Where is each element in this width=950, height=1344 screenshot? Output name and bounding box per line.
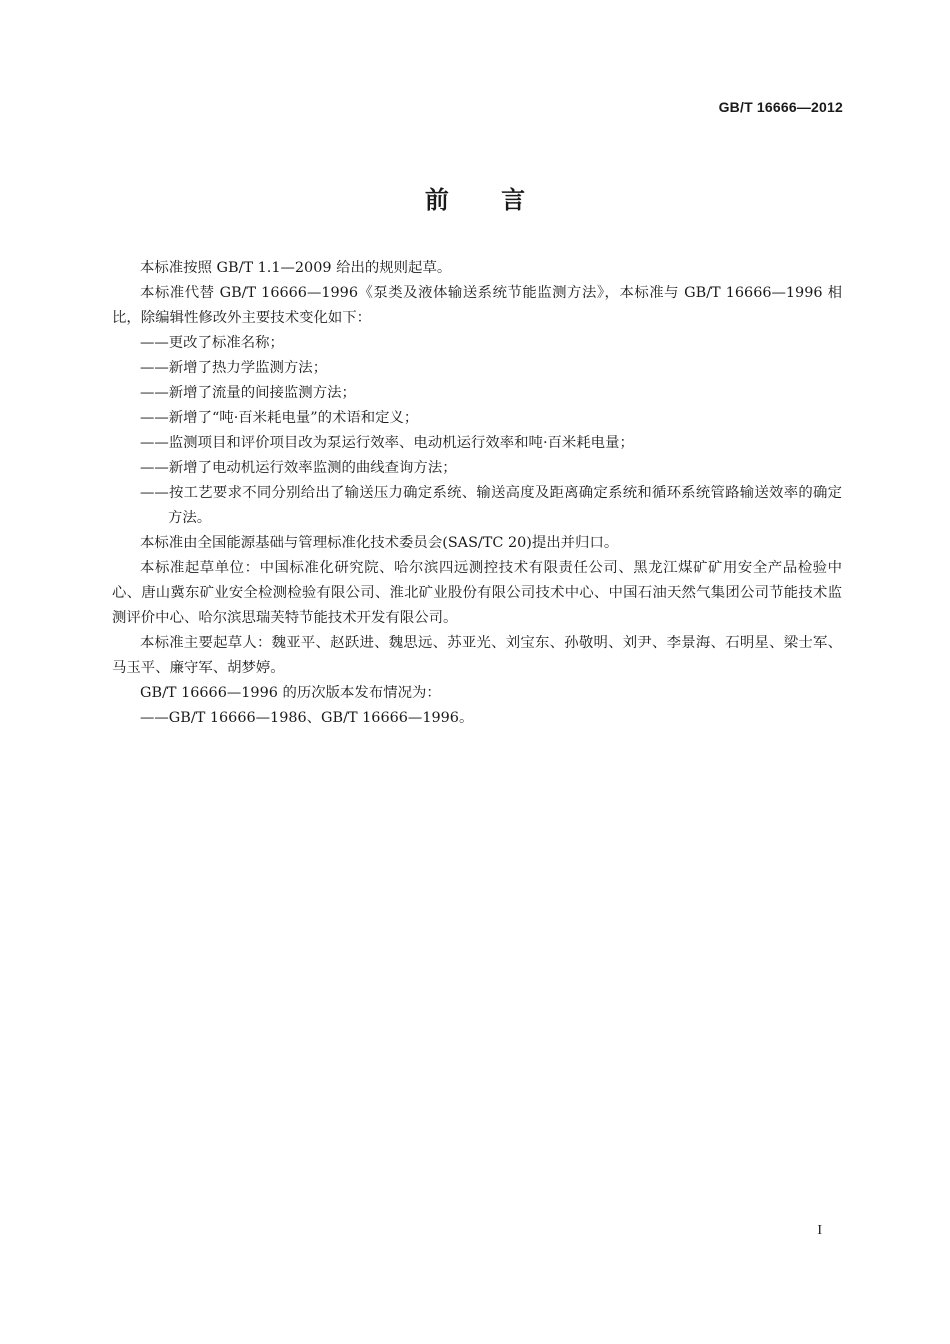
list-item-change: ——新增了流量的间接监测方法；: [140, 385, 356, 401]
list-item-change: ——按工艺要求不同分别给出了输送压力确定系统、输送高度及距离确定系统和循环系统管路输送效率的确定方法。: [140, 485, 842, 526]
paragraph-drafting-units: 本标准起草单位：中国标准化研究院、哈尔滨四远测控技术有限责任公司、黑龙江煤矿矿用安全产品检验中心、唐山冀东矿业安全检测检验有限公司、淮北矿业股份有限公司技术中心、中国石油天然气集团公司节能技术监测评价中心、哈尔滨思瑞芙特节能技术开发有限公司。: [112, 560, 842, 626]
page-title: 前 言: [424, 186, 526, 214]
list-item-change: ——更改了标准名称；: [140, 335, 284, 351]
list-item-change: ——新增了“吨·百米耗电量”的术语和定义；: [140, 410, 419, 426]
paragraph-version-history: GB/T 16666—1996 的历次版本发布情况为：: [140, 685, 441, 701]
paragraph-drafting-rules: 本标准按照 GB/T 1.1—2009 给出的规则起草。: [140, 260, 452, 276]
paragraph-proposer: 本标准由全国能源基础与管理标准化技术委员会(SAS/TC 20)提出并归口。: [140, 535, 619, 551]
standard-code: GB/T 16666—2012: [718, 99, 843, 115]
paragraph-replacement: 本标准代替 GB/T 16666—1996《泵类及液体输送系统节能监测方法》，本标准与 GB/T 16666—1996 相比，除编辑性修改外主要技术变化如下：: [112, 285, 842, 326]
list-item-change: ——新增了电动机运行效率监测的曲线查询方法；: [140, 460, 457, 476]
list-item-version: ——GB/T 16666—1986、GB/T 16666—1996。: [140, 710, 474, 726]
list-item-change: ——监测项目和评价项目改为泵运行效率、电动机运行效率和吨·百米耗电量；: [140, 435, 634, 451]
list-item-change: ——新增了热力学监测方法；: [140, 360, 328, 376]
document-body: [112, 256, 842, 731]
page-number: I: [817, 1223, 822, 1238]
paragraph-drafters: 本标准主要起草人：魏亚平、赵跃进、魏思远、苏亚光、刘宝东、孙敬明、刘尹、李景海、石明星、梁士军、马玉平、廉守军、胡梦婷。: [112, 635, 842, 676]
